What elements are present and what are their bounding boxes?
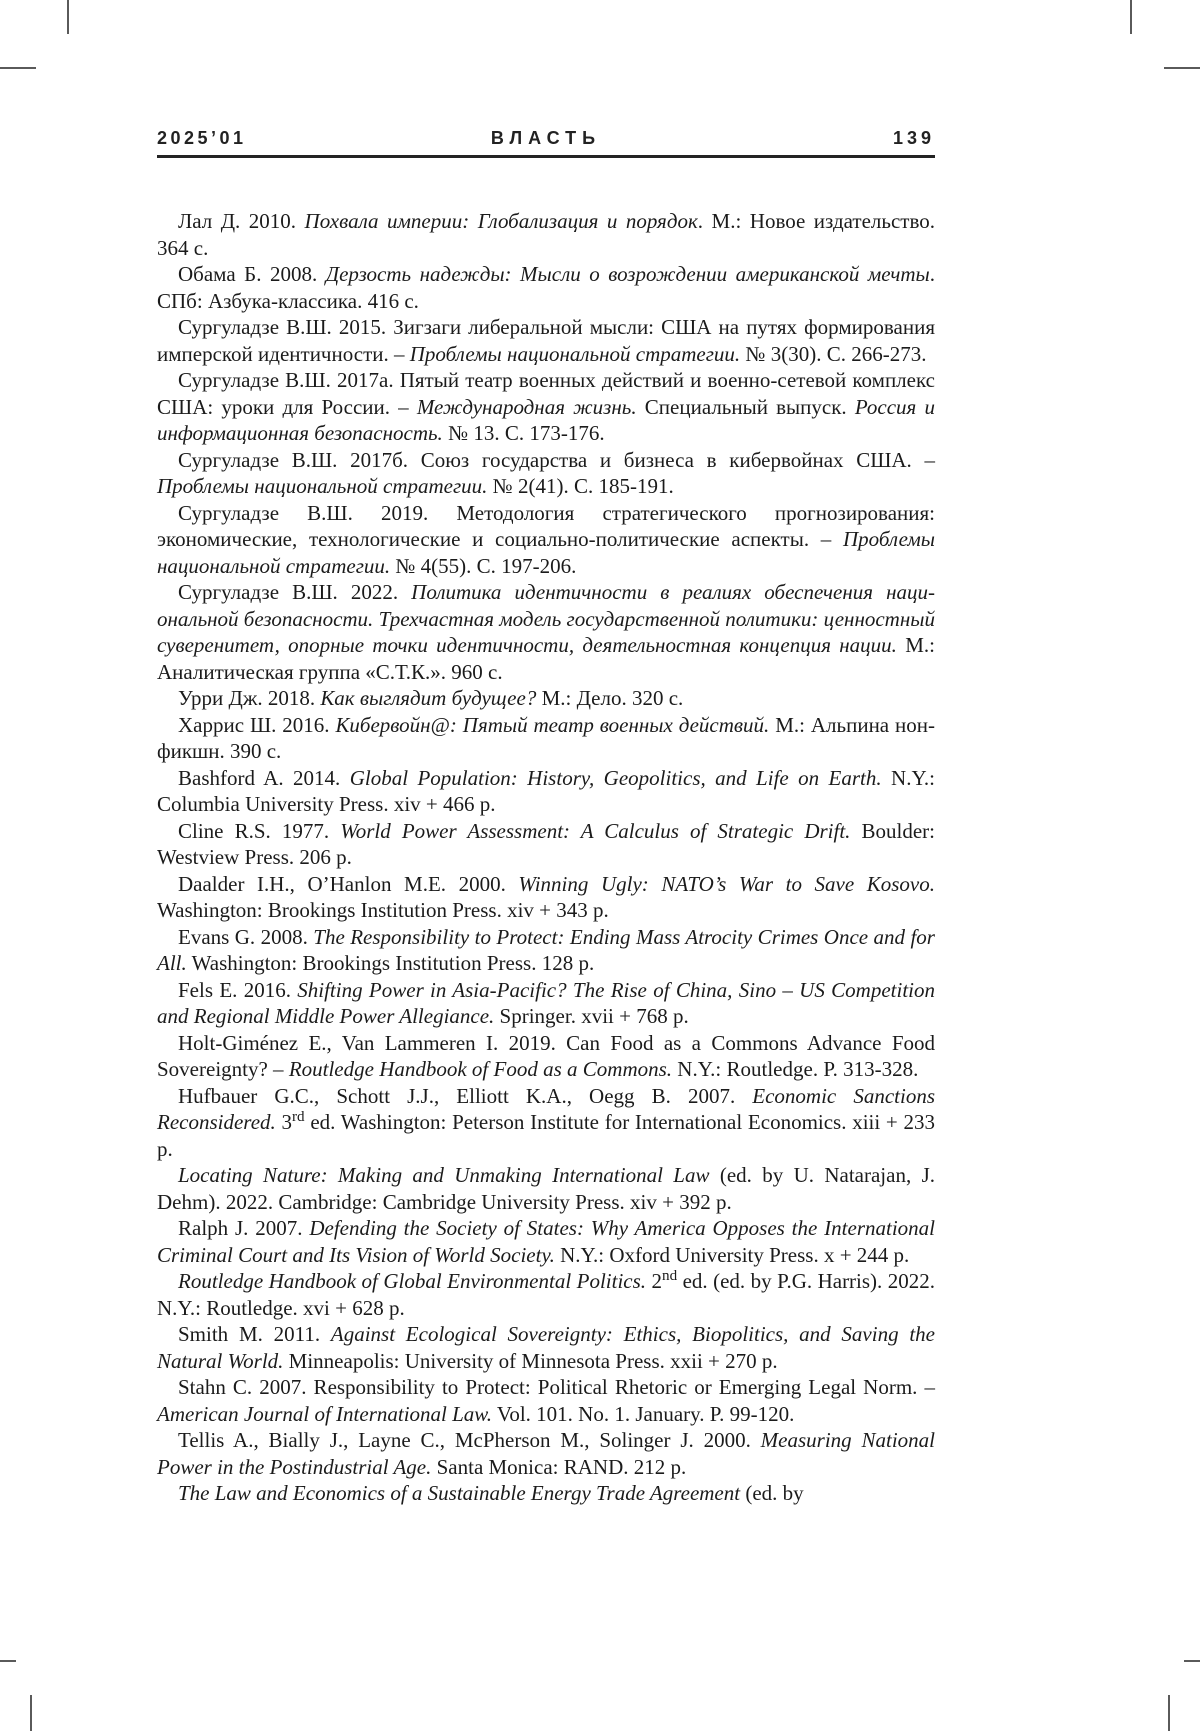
reference-text-segment: Washington: Brookings Institution Press. xiv + 343 p. [157,898,609,922]
reference-text-segment: . М.: Новое издательство. 364 с. [157,209,935,260]
reference-text-segment: 3 [275,1110,292,1134]
reference-text-segment: Ralph J. 2007. [178,1216,310,1240]
crop-mark-top-left-horizontal [0,67,36,69]
reference-title-segment: Кибервойн@: Пятый театр военных действий. [335,712,770,737]
reference-title-segment: Locating Nature: Making and Unmaking International Law [178,1163,710,1187]
reference-text-segment: 2 [646,1269,663,1293]
crop-mark-top-right-horizontal [1164,67,1200,69]
journal-title: ВЛАСТЬ [490,128,602,148]
reference-text-segment: rd [292,1109,305,1125]
reference-title-segment: Дерзость надежды: Мысли о возрождении американской мечты [325,262,930,286]
reference-text-segment: Сургуладзе В.Ш. 2019. Методология стратегического прогнозирования: экономические, технологические и социально-политические аспекты. – [157,500,935,551]
reference-title-segment: Проблемы национальной стратегии. [409,341,741,366]
reference-text-segment: Washington: Brookings Institution Press. 128 p. [186,951,595,975]
reference-title-segment: American Journal of International Law. [157,1401,493,1426]
reference-text-segment: Сургуладзе В.Ш. 2017б. Союз государства и бизнеса в кибервойнах США. – [178,447,935,472]
reference-text-segment: (ed. by U. Natarajan, J. Dehm). 2022. Cambridge: Cambridge University Press. xiv + 392 p. [157,1163,935,1214]
reference-entry [157,1162,935,1215]
reference-entry [157,924,935,977]
reference-title-segment: Routledge Handbook of Food as a Commons. [288,1057,673,1081]
reference-entry [157,818,935,871]
reference-entry [157,1321,935,1374]
reference-text-segment: Сургуладзе В.Ш. 2017а. Пятый театр военных действий и военно-сетевой комплекс США: уроки для России. – [157,368,935,419]
reference-entry [157,712,935,765]
reference-entry [157,261,935,314]
reference-text-segment: № 13. С. 173-176. [442,421,605,445]
reference-title-segment: World Power Assessment: A Calculus of Strategic Drift. [340,818,851,843]
reference-text-segment: № 4(55). С. 197-206. [390,553,577,578]
reference-title-segment: Routledge Handbook of Global Environmental Politics. [178,1269,647,1293]
reference-text-segment: Santa Monica: RAND. 212 p. [431,1454,687,1479]
reference-entry [157,367,935,447]
reference-entry [157,1427,935,1480]
crop-mark-top-left-vertical [67,0,69,34]
reference-text-segment: Boulder: Westview Press. 206 p. [157,818,935,869]
reference-entry [157,765,935,818]
reference-text-segment: N.Y.: Oxford University Press. x + 244 p. [554,1242,910,1267]
reference-text-segment: Daalder I.H., O’Hanlon M.E. 2000. [178,871,519,896]
running-head [157,128,935,152]
reference-entry [157,1030,935,1083]
reference-entry [157,1480,935,1507]
reference-text-segment: Обама Б. 2008. [178,262,326,286]
reference-text-segment: Stahn C. 2007. Responsibility to Protect: Political Rhetoric or Emerging Legal Norm. – [178,1375,935,1399]
reference-entry [157,208,935,261]
reference-title-segment: Политика идентичности в реалиях обеспечения национальной безопасности. Трехчастная модель государственной политики: ценностный суверенитет, опорные точки идентичности, деятельностная концепция нации. [157,580,935,657]
reference-entry [157,500,935,580]
reference-text-segment: Лал Д. 2010. [178,209,305,233]
reference-text-segment: Fels E. 2016. [178,977,298,1002]
reference-text-segment: Tellis A., Bially J., Layne C., McPherson M., Solinger J. 2000. [178,1428,761,1452]
reference-text-segment: Сургуладзе В.Ш. 2015. Зигзаги либеральной мысли: США на путях формирования имперской идентичности. – [157,315,935,366]
crop-mark-top-right-vertical [1130,0,1132,34]
reference-text-segment: Cline R.S. 1977. [178,818,341,843]
reference-text-segment: Сургуладзе В.Ш. 2022. [178,580,412,604]
reference-text-segment: М.: Альпина нон-фикшн. 390 с. [157,712,936,763]
reference-entry [157,447,935,500]
reference-title-segment: Проблемы национальной стратегии. [157,474,488,498]
reference-text-segment: Minneapolis: University of Minnesota Press. xxii + 270 p. [283,1348,778,1373]
reference-text-segment: Smith M. 2011. [178,1322,331,1346]
reference-text-segment: Hufbauer G.C., Schott J.J., Elliott K.A., Oegg B. 2007. [178,1083,753,1108]
reference-text-segment: ed. (ed. by P.G. Harris). 2022. N.Y.: Routledge. xvi + 628 p. [157,1269,936,1320]
reference-text-segment: Bashford A. 2014. [178,765,350,790]
reference-text-segment: ed. Washington: Peterson Institute for International Economics. xiii + 233 p. [157,1110,936,1161]
reference-entry [157,1268,935,1321]
reference-text-segment: Holt-Giménez E., Van Lammeren I. 2019. Can Food as a Commons Advance Food Sovereignty? – [157,1030,935,1081]
reference-entry [157,977,935,1030]
reference-text-segment: № 3(30). С. 266-273. [740,341,927,366]
page-number: 139 [892,128,935,148]
crop-mark-bottom-right-horizontal [1184,1660,1200,1662]
reference-title-segment: The Responsibility to Protect: Ending Mass Atrocity Crimes Once and for All. [157,924,935,975]
reference-text-segment: Evans G. 2008. [178,924,314,949]
reference-text-segment: . СПб: Азбука-классика. 416 с. [157,262,935,313]
reference-title-segment: Defending the Society of States: Why America Opposes the International Criminal Court and Its Vision of World Society. [157,1216,935,1267]
reference-title-segment: Как выглядит будущее? [320,686,537,710]
reference-text-segment: Урри Дж. 2018. [178,686,321,710]
reference-text-segment: Харрис Ш. 2016. [178,712,336,737]
reference-title-segment: Economic Sanctions Reconsidered. [157,1083,935,1134]
crop-mark-bottom-right-vertical [1168,1695,1170,1731]
reference-title-segment: Похвала империи: Глобализация и порядок [304,209,698,233]
crop-mark-bottom-left-horizontal [0,1660,16,1662]
reference-title-segment: The Law and Economics of a Sustainable Energy Trade Agreement [178,1481,741,1505]
reference-entry [157,1374,935,1427]
reference-text-segment: Специальный выпуск. [636,394,855,419]
reference-text-segment: М.: Аналитическая группа «С.Т.К.». 960 с. [157,633,935,684]
reference-text-segment: nd [662,1268,678,1284]
reference-text-segment: N.Y.: Columbia University Press. xiv + 466 p. [157,765,935,816]
reference-title-segment: Global Population: History, Geopolitics, and Life on Earth. [349,765,882,790]
reference-text-segment: (ed. by [740,1481,804,1505]
reference-title-segment: Проблемы национальной стратегии. [157,527,935,578]
reference-entry [157,871,935,924]
reference-title-segment: Against Ecological Sovereignty: Ethics, Biopolitics, and Saving the Natural World. [157,1322,935,1373]
references-list [157,208,935,1507]
reference-entry [157,314,935,367]
reference-title-segment: Международная жизнь. [416,394,637,419]
issue-label: 2025’01 [157,128,247,148]
reference-text-segment: Vol. 101. No. 1. January. P. 99-120. [492,1401,795,1426]
reference-text-segment: Springer. xvii + 768 p. [494,1004,689,1028]
crop-mark-bottom-left-vertical [30,1695,32,1731]
reference-entry [157,1215,935,1268]
reference-title-segment: Россия и информационная безопасность. [157,394,935,445]
reference-entry [157,685,935,712]
reference-text-segment: N.Y.: Routledge. P. 313-328. [672,1057,919,1081]
reference-title-segment: Shifting Power in Asia-Pacific? The Rise of China, Sino – US Competition and Regional Middle Power Allegiance. [157,977,935,1028]
reference-text-segment: № 2(41). С. 185-191. [487,474,674,498]
reference-entry [157,1083,935,1163]
reference-entry [157,579,935,685]
reference-title-segment: Winning Ugly: NATO’s War to Save Kosovo. [518,871,936,896]
reference-title-segment: Measuring National Power in the Postindustrial Age. [157,1428,935,1479]
header-rule [157,155,935,158]
reference-text-segment: М.: Дело. 320 с. [536,686,684,710]
